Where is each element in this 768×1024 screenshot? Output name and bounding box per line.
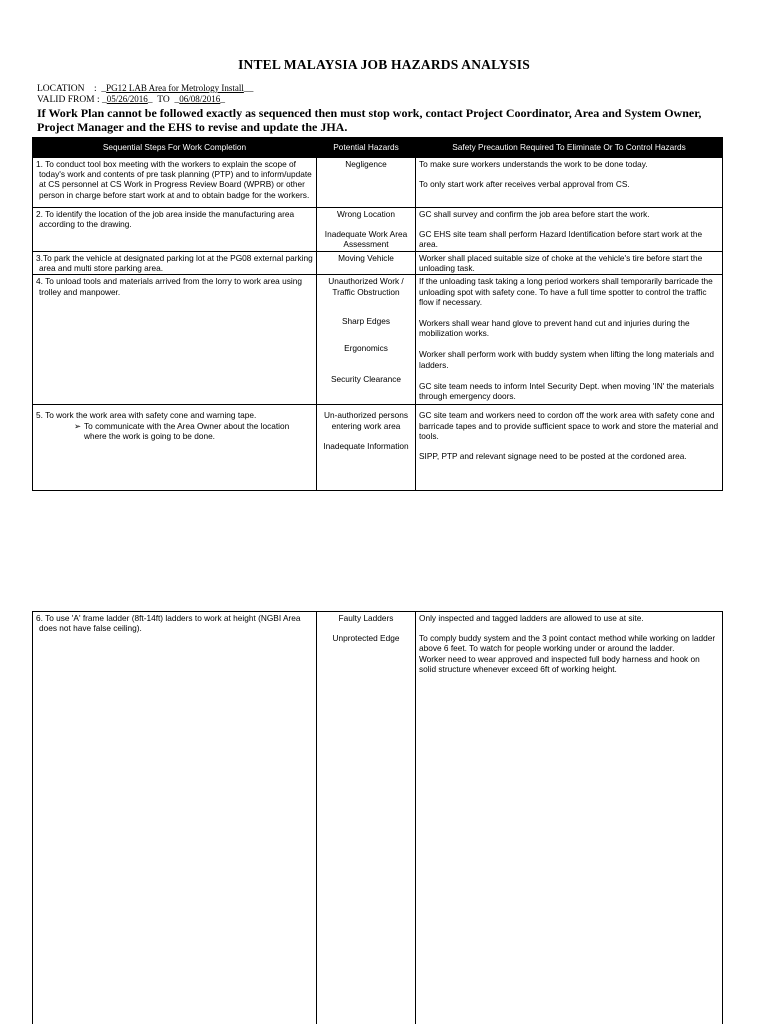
step-cell	[33, 275, 317, 405]
step-cell	[33, 208, 317, 252]
precaution-item: GC site team and workers need to cordon off the work area with safety cone and barricade tapes and to provide sufficient space to work and store the material and tools.	[419, 410, 719, 441]
table-row	[33, 275, 723, 405]
valid-to-date: 06/08/2016	[179, 94, 221, 104]
hazard-item: Unprotected Edge	[332, 633, 400, 644]
hazard-item: Sharp Edges	[342, 315, 390, 326]
hazard-item: Moving Vehicle	[338, 253, 394, 263]
step-cell	[33, 612, 317, 1024]
jha-table-page2	[32, 611, 723, 1024]
precaution-cell	[416, 275, 723, 405]
table-row	[33, 612, 723, 1024]
precaution-item: SIPP, PTP and relevant signage need to be posted at the cordoned area.	[419, 451, 687, 462]
document-title: INTEL MALAYSIA JOB HAZARDS ANALYSIS	[238, 57, 530, 72]
precaution-cell	[416, 158, 723, 208]
step-text: 3.To park the vehicle at designated parking lot at the PG08 external parking area and multi store parking area.	[36, 253, 313, 274]
hazard-item: Inadequate Work Area Assessment	[324, 229, 408, 250]
hazard-cell	[317, 405, 416, 491]
step-text: 1. To conduct tool box meeting with the workers to explain the scope of today's work and contents of pre task planning (PTP) and to inform/update at CS personnel at CS Work in Progress Review Board (WPRB) or other person in charge before start work at and to obtain badge for the workers.	[36, 159, 312, 200]
precaution-item: Worker need to wear approved and inspected full body harness and hook on solid structure whenever exceed 6ft of working height.	[419, 653, 700, 674]
step-text: 6. To use 'A' frame ladder (8ft-14ft) ladders to work at height (NGBI Area does not have false ceiling).	[36, 613, 301, 634]
precaution-item: Workers shall wear hand glove to prevent hand cut and injuries during the mobilization works.	[419, 318, 690, 339]
hazard-cell	[317, 252, 416, 275]
hazard-item: Unauthorized Work / Traffic Obstruction	[328, 276, 404, 297]
substep-label: To communicate with the Area Owner about the location where the work is going to be done.	[84, 420, 290, 441]
location-line: LOCATION : _PG12 LAB Area for Metrology Install__	[37, 83, 254, 94]
hazard-cell	[317, 158, 416, 208]
location-label: LOCATION	[37, 84, 85, 94]
hazard-item: Ergonomics	[344, 343, 388, 354]
step-text: 4. To unload tools and materials arrived from the lorry to work area using trolley and manpower.	[36, 276, 302, 297]
precaution-cell	[416, 252, 723, 275]
precaution-cell	[416, 405, 723, 491]
substep-text	[36, 421, 313, 441]
table-row	[33, 158, 723, 208]
step-cell	[33, 405, 317, 491]
hazard-item: Negligence	[345, 159, 387, 169]
table-row	[33, 252, 723, 275]
precaution-item: GC EHS site team shall perform Hazard Identification before start work at the area.	[419, 229, 703, 250]
hazard-cell	[317, 208, 416, 252]
hazard-item: Inadequate Information	[323, 440, 409, 451]
precaution-item: To make sure workers understands the work to be done today.	[419, 159, 648, 169]
valid-from-date: 05/26/2016	[106, 94, 148, 104]
header-safety-precautions: Safety Precaution Required To Eliminate Or To Control Hazards	[416, 138, 723, 158]
work-plan-notice: If Work Plan cannot be followed exactly as sequenced then must stop work, contact Project Coordinator, Area and System Owner, Project Manager and the EHS to revise and update the JHA.	[37, 106, 702, 134]
precaution-item: To only start work after receives verbal approval from CS.	[419, 179, 630, 190]
valid-line: VALID FROM : _05/26/2016_ TO _06/08/2016_	[37, 94, 226, 105]
table-row	[33, 405, 723, 491]
table-header-row	[33, 138, 723, 158]
precaution-cell	[416, 208, 723, 252]
header-sequential-steps: Sequential Steps For Work Completion	[33, 138, 317, 158]
precaution-item: If the unloading task taking a long period workers shall temporarily barricade the unloading spot with safety cone. To have a full time spotter to control the traffic flow if necessary.	[419, 276, 713, 307]
precaution-item: Worker shall perform work with buddy system when lifting the long materials and ladders.	[419, 349, 714, 370]
hazard-item: Un-authorized persons entering work area	[324, 410, 408, 431]
hazard-item: Security Clearance	[330, 374, 402, 385]
valid-label: VALID FROM :	[37, 95, 100, 105]
step-cell	[33, 158, 317, 208]
arrow-bullet-icon: ➢	[74, 420, 81, 431]
header-potential-hazards: Potential Hazards	[317, 138, 416, 158]
precaution-item: Worker shall placed suitable size of choke at the vehicle's tire before start the unloading task.	[419, 253, 703, 274]
step-cell	[33, 252, 317, 275]
hazard-cell	[317, 612, 416, 1024]
hazard-item: Wrong Location	[337, 209, 395, 219]
jha-table-page1	[32, 137, 723, 491]
precaution-item: GC site team needs to inform Intel Security Dept. when moving 'IN' the materials through emergency doors.	[419, 380, 715, 402]
precaution-cell	[416, 612, 723, 1024]
precaution-item: Only inspected and tagged ladders are allowed to use at site.	[419, 613, 644, 623]
precaution-item: GC shall survey and confirm the job area before start the work.	[419, 209, 650, 219]
hazard-item: Faulty Ladders	[338, 613, 394, 623]
hazard-cell	[317, 275, 416, 405]
step-text: 2. To identify the location of the job area inside the manufacturing area according to the drawing.	[36, 209, 295, 230]
step-text: 5. To work the work area with safety cone and warning tape.	[36, 410, 257, 421]
table-row	[33, 208, 723, 252]
location-value: PG12 LAB Area for Metrology Install	[106, 83, 244, 93]
location-sep: :	[94, 84, 97, 94]
valid-to-label: TO	[157, 95, 170, 105]
precaution-item: To comply buddy system and the 3 point contact method while working on ladder above 6 feet. To watch for people working under or around the ladder.	[419, 633, 716, 654]
